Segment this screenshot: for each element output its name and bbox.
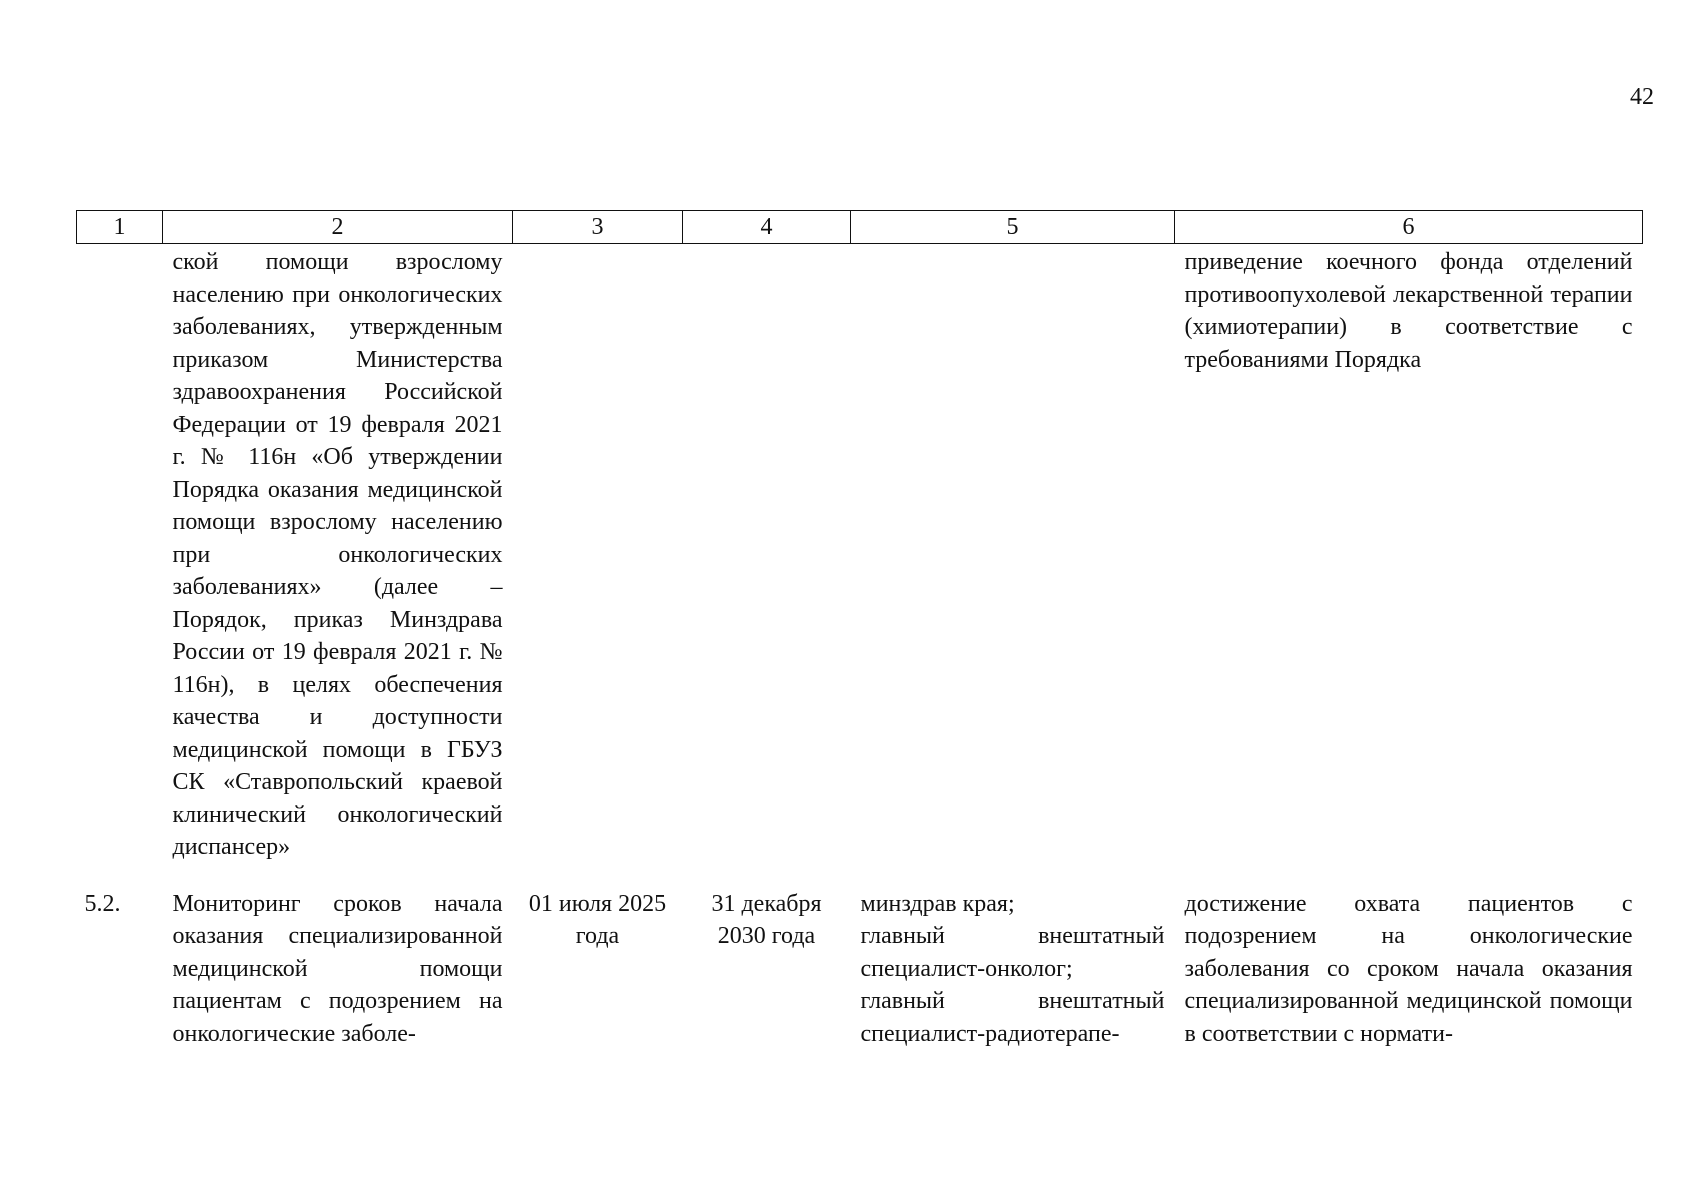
row-start-date: 01 июля 2025 года	[528, 890, 667, 949]
row-number	[77, 244, 163, 886]
column-number-row	[77, 211, 1643, 244]
row-responsible	[851, 244, 1175, 886]
column-number-5: 5	[851, 211, 1175, 244]
column-number-4: 4	[683, 211, 851, 244]
row-result: приведение коечного фонда отделений противоопухолевой лекарственной терапии (химиотерапии) в соответствие с требованиями Порядка	[1184, 249, 1633, 373]
table-row	[77, 886, 1643, 1051]
responsible-line: главный внештатный специалист-радиотерапе-	[860, 988, 1165, 1047]
row-responsible	[851, 886, 1175, 1051]
responsible-line: минздрав края;	[860, 890, 1015, 917]
row-number: 5.2.	[84, 890, 121, 917]
table-row	[77, 244, 1643, 886]
column-number-6: 6	[1175, 211, 1643, 244]
responsible-line: главный внештатный специалист-онколог;	[860, 923, 1165, 982]
row-start-date	[513, 244, 683, 886]
row-description: ской помощи взрослому населению при онкологических заболеваниях, утвержденным приказом Министерства здравоохранения Российской Федерации от 19 февраля 2021 г. № 116н «Об утверждении Порядка оказания медицинской помощи взрослому населению при онкологических заболеваниях» (далее – Порядок, приказ Минздрава России от 19 февраля 2021 г. № 116н), в целях обеспечения качества и доступности медицинской помощи в ГБУЗ СК «Ставропольский краевой клинический онкологический диспансер»	[172, 249, 503, 860]
row-description: Мониторинг сроков начала оказания специализированной медицинской помощи пациентам с подозрением на онкологические заболе-	[172, 890, 503, 1047]
column-number-3: 3	[513, 211, 683, 244]
activities-table	[76, 210, 1643, 1050]
column-number-2: 2	[163, 211, 513, 244]
row-result: достижение охвата пациентов с подозрением на онкологические заболевания со сроком начала оказания специализированной медицинской помощи в соответствии с нормати-	[1184, 890, 1633, 1047]
row-end-date	[683, 244, 851, 886]
row-end-date: 31 декабря 2030 года	[711, 890, 822, 949]
column-number-1: 1	[77, 211, 163, 244]
page-number: 42	[1630, 84, 1654, 110]
